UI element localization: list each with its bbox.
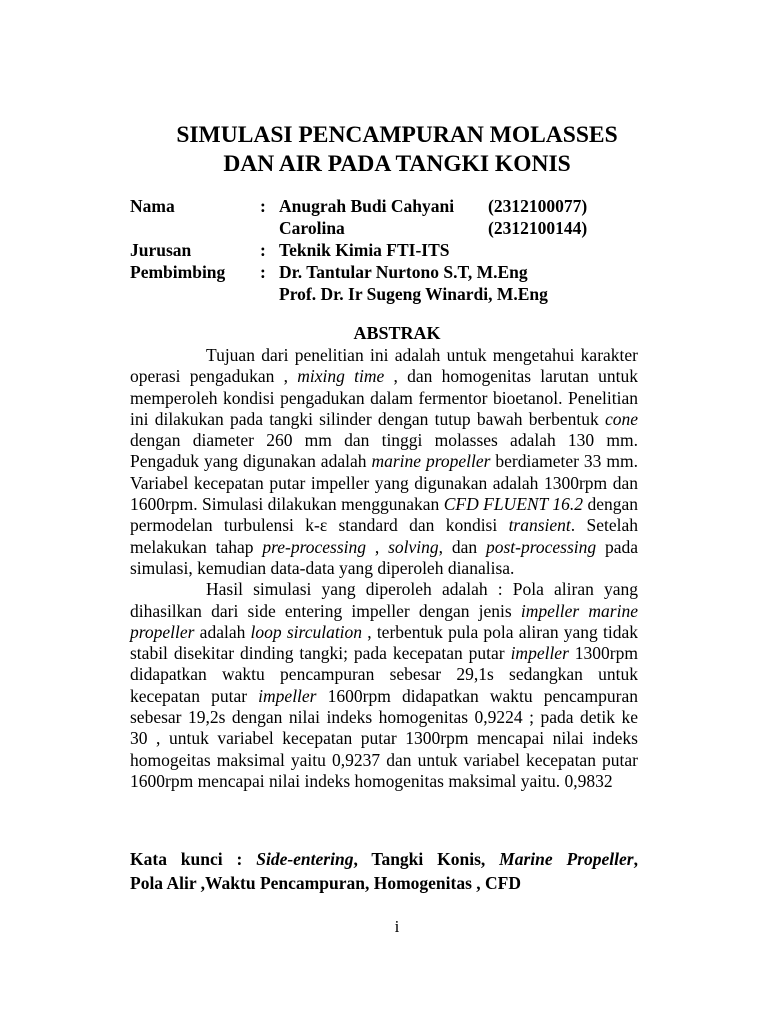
p1-text-1: Tujuan dari penelitian ini adalah untuk mengetahui karakter operasi pengadukan , <box>130 345 638 387</box>
pembimbing-label: Pembimbing <box>130 262 226 282</box>
jurusan-colon: : <box>260 240 266 260</box>
keywords-line-2: Pola Alir ,Waktu Pencampuran, Homogenitas , CFD <box>130 873 522 893</box>
supervisor-1: Dr. Tantular Nurtono S.T, M.Eng <box>279 262 528 282</box>
p1-italic-1: mixing time <box>297 366 385 387</box>
p1-text-2: , dan homogenitas larutan untuk memperoleh kondisi pengadukan dalam fermentor bioetanol. Penelitian ini dilakukan pada tangki silinder dengan tutup bawah berbentuk <box>130 366 638 429</box>
p2-text-3: , terbentuk pula pola aliran yang tidak stabil disekitar dinding tangki; pada kecepatan putar <box>130 621 638 664</box>
p1-text-5: dengan permodelan turbulensi k-ε standard dan kondisi <box>130 494 638 536</box>
p2-text-5: 1600rpm didapatkan waktu pencampuran sebesar 19,2s dengan nilai indeks homogenitas 0,9224 ; pada detik ke 30 , untuk variabel kecepatan putar 1300rpm mencapai nilai indeks homogeitas maksimal yaitu 0,9237 dan untuk variabel kecepatan putar 1600rpm mencapai nilai indeks homogenitas maksimal yaitu. 0,9832 <box>130 685 639 791</box>
p1-italic-4: CFD FLUENT 16.2 <box>443 494 584 515</box>
author-1-id: (2312100077) <box>488 196 588 216</box>
keywords-label: Kata kunci : <box>130 849 257 869</box>
abstract-heading: ABSTRAK <box>353 323 441 343</box>
author-2-id: (2312100144) <box>488 218 588 238</box>
title-line-1: SIMULASI PENCAMPURAN MOLASSES <box>176 122 618 148</box>
keyword-side-entering: Side-entering <box>256 849 354 869</box>
keywords-sep-1: , Tangki Konis, <box>353 849 500 869</box>
p2-italic-4: impeller <box>258 685 317 706</box>
keywords-block <box>130 847 638 895</box>
page-number: i <box>394 917 400 936</box>
p2-italic-3: impeller <box>510 643 569 664</box>
p1-italic-5: transient <box>508 515 571 536</box>
author-2-name: Carolina <box>279 218 345 238</box>
p1-italic-3: marine propeller <box>371 451 491 472</box>
nama-label: Nama <box>130 196 175 216</box>
author-1-name: Anugrah Budi Cahyani <box>279 196 455 216</box>
abstract-paragraph-1 <box>130 345 638 579</box>
nama-colon: : <box>260 196 266 216</box>
title-line-2: DAN AIR PADA TANGKI KONIS <box>223 151 571 177</box>
keywords-sep-2: , <box>633 849 638 869</box>
p1-text-9: pada simulasi, kemudian data-data yang diperoleh dianalisa. <box>130 536 638 578</box>
p1-italic-7: solving <box>388 536 439 557</box>
p1-text-4: berdiameter 33 mm. Variabel kecepatan putar impeller yang digunakan adalah 1300rpm dan 1600rpm. Simulasi dilakukan menggunakan <box>130 451 638 515</box>
p1-text-7: , <box>366 536 389 557</box>
p1-text-8: , dan <box>438 536 486 557</box>
p2-text-1: Hasil simulasi yang diperoleh adalah : Pola aliran yang dihasilkan dari side entering impeller dengan jenis <box>130 579 638 621</box>
p1-italic-6: pre-processing <box>262 536 367 557</box>
jurusan-value: Teknik Kimia FTI-ITS <box>279 240 450 260</box>
document-title <box>0 121 768 179</box>
p2-text-4: 1300rpm didapatkan waktu pencampuran sebesar 29,1s sedangkan untuk kecepatan putar <box>130 643 638 706</box>
p1-text-3: dengan diameter 260 mm dan tinggi molasses adalah 130 mm. Pengaduk yang digunakan adalah <box>130 430 638 472</box>
abstract-paragraph-2 <box>130 579 638 792</box>
supervisor-2: Prof. Dr. Ir Sugeng Winardi, M.Eng <box>279 284 548 304</box>
jurusan-label: Jurusan <box>130 240 192 260</box>
p2-italic-2: loop sirculation <box>250 621 363 642</box>
keywords-line-1 <box>130 847 638 871</box>
p1-text-6: . Setelah melakukan tahap <box>130 515 639 557</box>
pembimbing-colon: : <box>260 262 266 282</box>
p2-italic-1: impeller marine propeller <box>130 600 638 642</box>
keyword-marine-propeller: Marine Propeller <box>499 849 634 869</box>
p2-text-2: adalah <box>194 621 251 642</box>
p1-italic-2: cone <box>604 408 638 429</box>
abstract-body <box>130 345 638 792</box>
p1-italic-8: post-processing <box>485 536 597 557</box>
